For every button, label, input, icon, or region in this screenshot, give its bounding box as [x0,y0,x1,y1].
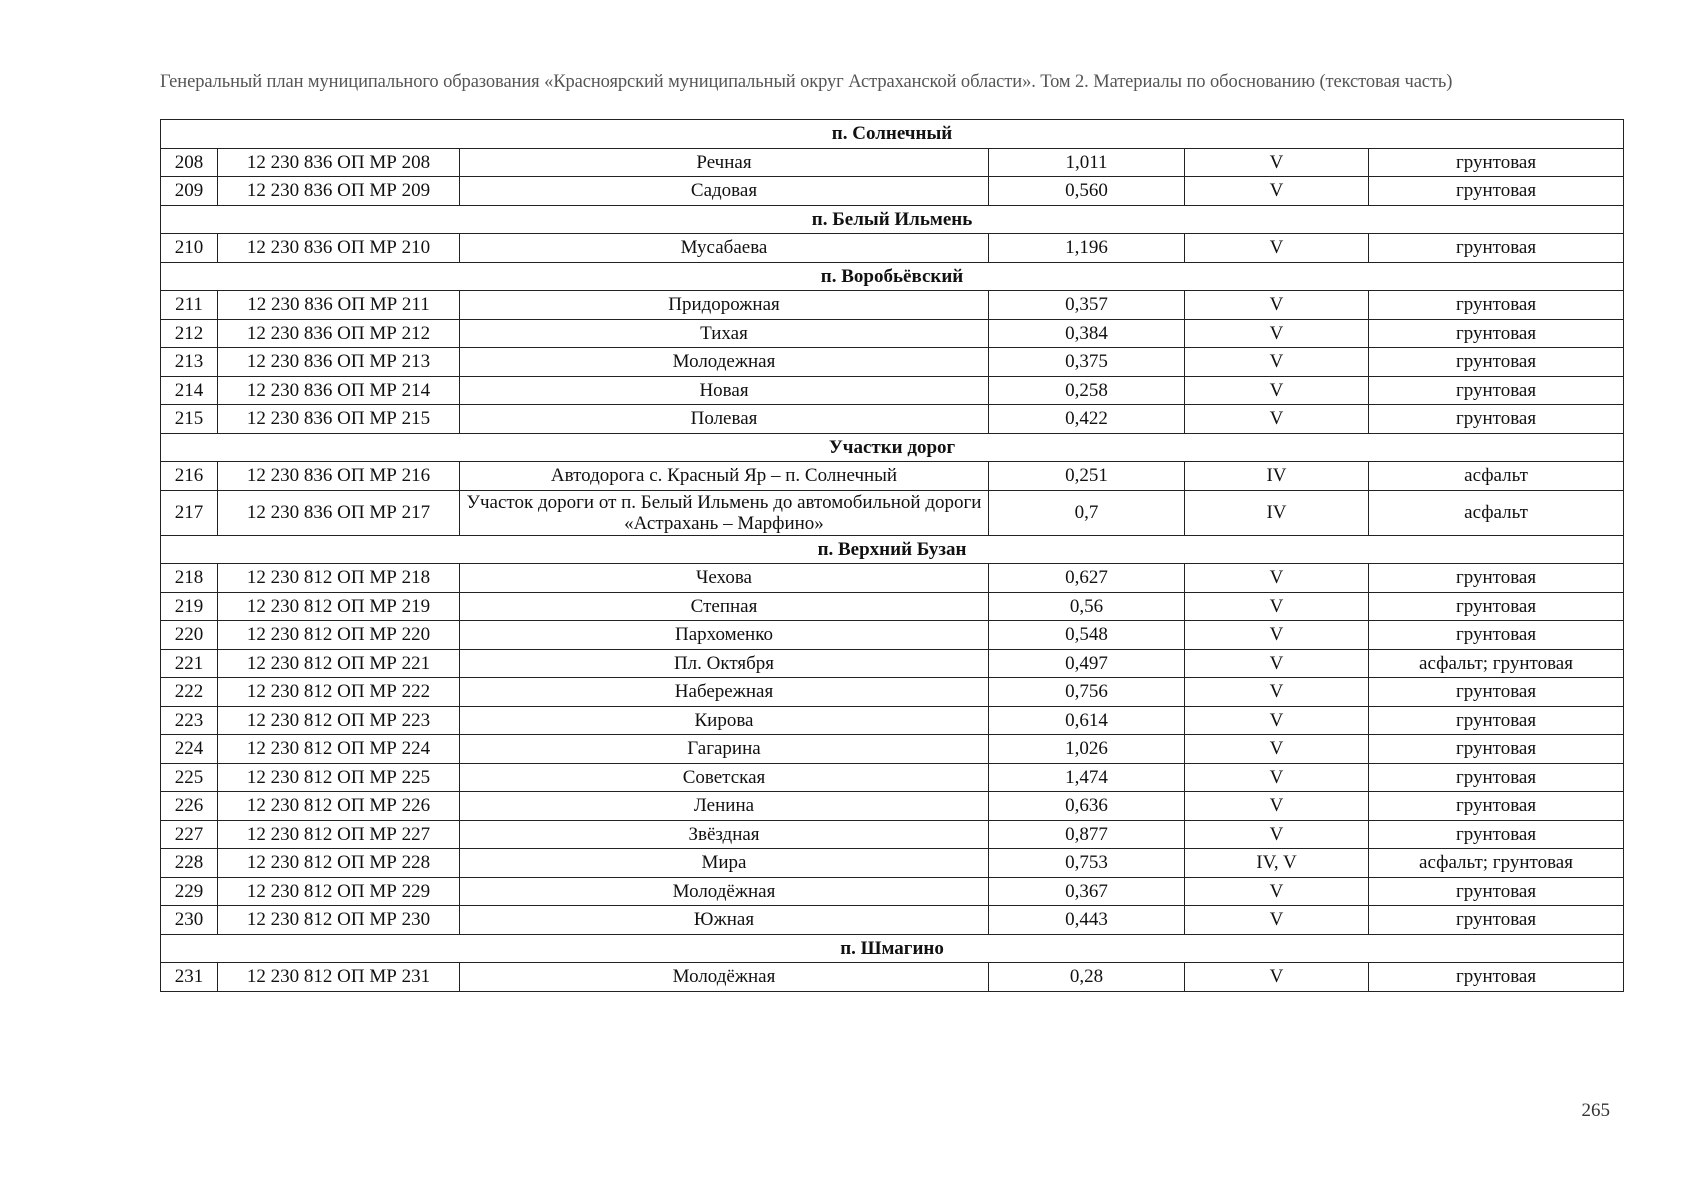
section-title: п. Воробьёвский [161,262,1624,291]
road-length-cell: 0,560 [989,177,1185,206]
road-name-cell: Участок дороги от п. Белый Ильмень до автомобильной дороги «Астрахань – Марфино» [460,490,989,535]
road-code-cell: 12 230 812 ОП МР 218 [218,564,460,593]
road-category-cell: V [1185,820,1369,849]
road-code-cell: 12 230 812 ОП МР 227 [218,820,460,849]
page-number: 265 [1581,1100,1610,1121]
road-coverage-cell: асфальт; грунтовая [1369,649,1624,678]
table-row [161,291,1624,320]
road-length-cell: 0,614 [989,706,1185,735]
row-number-cell: 225 [161,763,218,792]
row-number-cell: 226 [161,792,218,821]
road-category-cell: V [1185,291,1369,320]
road-code-cell: 12 230 812 ОП МР 229 [218,877,460,906]
road-name-cell: Мусабаева [460,234,989,263]
road-length-cell: 0,548 [989,621,1185,650]
road-coverage-cell: грунтовая [1369,906,1624,935]
road-name-cell: Мира [460,849,989,878]
table-row [161,649,1624,678]
roads-table-body [161,120,1624,992]
row-number-cell: 214 [161,376,218,405]
road-coverage-cell: грунтовая [1369,291,1624,320]
road-category-cell: V [1185,564,1369,593]
road-category-cell: V [1185,792,1369,821]
road-category-cell: V [1185,906,1369,935]
road-coverage-cell: грунтовая [1369,763,1624,792]
table-row [161,820,1624,849]
section-row [161,205,1624,234]
table-row [161,490,1624,535]
table-row [161,592,1624,621]
road-length-cell: 1,474 [989,763,1185,792]
road-name-cell: Ленина [460,792,989,821]
road-coverage-cell: грунтовая [1369,234,1624,263]
table-row [161,348,1624,377]
table-row [161,405,1624,434]
row-number-cell: 229 [161,877,218,906]
page-header: Генеральный план муниципального образования «Красноярский муниципальный округ Астраханской области». Том 2. Материалы по обоснованию (текстовая часть) [160,72,1453,92]
road-coverage-cell: грунтовая [1369,706,1624,735]
road-code-cell: 12 230 812 ОП МР 226 [218,792,460,821]
road-length-cell: 0,251 [989,462,1185,491]
section-title: Участки дорог [161,433,1624,462]
road-length-cell: 0,375 [989,348,1185,377]
road-code-cell: 12 230 836 ОП МР 212 [218,319,460,348]
row-number-cell: 213 [161,348,218,377]
table-row [161,877,1624,906]
road-code-cell: 12 230 836 ОП МР 217 [218,490,460,535]
row-number-cell: 227 [161,820,218,849]
road-length-cell: 0,627 [989,564,1185,593]
road-coverage-cell: асфальт; грунтовая [1369,849,1624,878]
road-category-cell: V [1185,763,1369,792]
row-number-cell: 231 [161,963,218,992]
road-coverage-cell: грунтовая [1369,735,1624,764]
road-coverage-cell: грунтовая [1369,877,1624,906]
row-number-cell: 220 [161,621,218,650]
section-row [161,120,1624,149]
road-category-cell: V [1185,405,1369,434]
road-length-cell: 0,497 [989,649,1185,678]
road-category-cell: V [1185,148,1369,177]
road-name-cell: Придорожная [460,291,989,320]
table-row [161,621,1624,650]
road-coverage-cell: грунтовая [1369,376,1624,405]
road-code-cell: 12 230 836 ОП МР 213 [218,348,460,377]
roads-table [160,119,1624,992]
row-number-cell: 212 [161,319,218,348]
table-row [161,564,1624,593]
row-number-cell: 222 [161,678,218,707]
row-number-cell: 221 [161,649,218,678]
road-code-cell: 12 230 836 ОП МР 208 [218,148,460,177]
road-length-cell: 0,357 [989,291,1185,320]
table-row [161,792,1624,821]
road-category-cell: V [1185,348,1369,377]
road-length-cell: 0,7 [989,490,1185,535]
road-coverage-cell: грунтовая [1369,348,1624,377]
road-name-cell: Южная [460,906,989,935]
road-name-cell: Молодёжная [460,877,989,906]
row-number-cell: 223 [161,706,218,735]
road-length-cell: 0,56 [989,592,1185,621]
road-category-cell: IV, V [1185,849,1369,878]
row-number-cell: 208 [161,148,218,177]
row-number-cell: 217 [161,490,218,535]
road-coverage-cell: асфальт [1369,490,1624,535]
section-row [161,262,1624,291]
road-length-cell: 0,443 [989,906,1185,935]
road-code-cell: 12 230 812 ОП МР 230 [218,906,460,935]
road-coverage-cell: грунтовая [1369,177,1624,206]
row-number-cell: 224 [161,735,218,764]
road-category-cell: V [1185,234,1369,263]
road-coverage-cell: грунтовая [1369,405,1624,434]
road-name-cell: Пл. Октября [460,649,989,678]
road-code-cell: 12 230 836 ОП МР 215 [218,405,460,434]
road-category-cell: V [1185,319,1369,348]
road-category-cell: V [1185,706,1369,735]
road-length-cell: 1,011 [989,148,1185,177]
table-row [161,963,1624,992]
road-coverage-cell: грунтовая [1369,621,1624,650]
road-length-cell: 0,877 [989,820,1185,849]
road-name-cell: Садовая [460,177,989,206]
row-number-cell: 210 [161,234,218,263]
road-category-cell: V [1185,678,1369,707]
road-length-cell: 0,384 [989,319,1185,348]
road-coverage-cell: грунтовая [1369,820,1624,849]
road-name-cell: Чехова [460,564,989,593]
road-category-cell: IV [1185,490,1369,535]
row-number-cell: 216 [161,462,218,491]
row-number-cell: 211 [161,291,218,320]
road-category-cell: V [1185,621,1369,650]
road-category-cell: V [1185,177,1369,206]
road-length-cell: 0,636 [989,792,1185,821]
road-coverage-cell: грунтовая [1369,148,1624,177]
section-row [161,934,1624,963]
table-row [161,678,1624,707]
table-row [161,234,1624,263]
road-category-cell: IV [1185,462,1369,491]
road-code-cell: 12 230 836 ОП МР 211 [218,291,460,320]
road-code-cell: 12 230 812 ОП МР 220 [218,621,460,650]
road-code-cell: 12 230 836 ОП МР 210 [218,234,460,263]
road-code-cell: 12 230 836 ОП МР 214 [218,376,460,405]
table-row [161,177,1624,206]
table-row [161,735,1624,764]
table-row [161,706,1624,735]
road-code-cell: 12 230 812 ОП МР 224 [218,735,460,764]
road-coverage-cell: грунтовая [1369,678,1624,707]
road-code-cell: 12 230 812 ОП МР 219 [218,592,460,621]
road-name-cell: Советская [460,763,989,792]
table-row [161,849,1624,878]
section-title: п. Шмагино [161,934,1624,963]
road-length-cell: 0,367 [989,877,1185,906]
road-length-cell: 0,756 [989,678,1185,707]
road-name-cell: Пархоменко [460,621,989,650]
road-name-cell: Молодёжная [460,963,989,992]
road-name-cell: Кирова [460,706,989,735]
road-name-cell: Молодежная [460,348,989,377]
road-code-cell: 12 230 812 ОП МР 221 [218,649,460,678]
road-category-cell: V [1185,376,1369,405]
road-code-cell: 12 230 836 ОП МР 216 [218,462,460,491]
road-coverage-cell: грунтовая [1369,963,1624,992]
road-code-cell: 12 230 812 ОП МР 228 [218,849,460,878]
road-code-cell: 12 230 836 ОП МР 209 [218,177,460,206]
road-length-cell: 0,753 [989,849,1185,878]
road-length-cell: 1,196 [989,234,1185,263]
row-number-cell: 219 [161,592,218,621]
road-coverage-cell: грунтовая [1369,319,1624,348]
road-length-cell: 0,28 [989,963,1185,992]
table-row [161,763,1624,792]
road-coverage-cell: грунтовая [1369,564,1624,593]
road-name-cell: Полевая [460,405,989,434]
road-code-cell: 12 230 812 ОП МР 231 [218,963,460,992]
table-row [161,319,1624,348]
row-number-cell: 209 [161,177,218,206]
section-title: п. Солнечный [161,120,1624,149]
road-code-cell: 12 230 812 ОП МР 222 [218,678,460,707]
row-number-cell: 215 [161,405,218,434]
row-number-cell: 228 [161,849,218,878]
section-row [161,433,1624,462]
road-category-cell: V [1185,649,1369,678]
road-code-cell: 12 230 812 ОП МР 225 [218,763,460,792]
road-length-cell: 0,422 [989,405,1185,434]
table-row [161,906,1624,935]
road-name-cell: Звёздная [460,820,989,849]
road-name-cell: Набережная [460,678,989,707]
road-coverage-cell: асфальт [1369,462,1624,491]
table-row [161,376,1624,405]
road-name-cell: Автодорога с. Красный Яр – п. Солнечный [460,462,989,491]
table-row [161,148,1624,177]
road-name-cell: Новая [460,376,989,405]
road-category-cell: V [1185,877,1369,906]
road-name-cell: Тихая [460,319,989,348]
road-name-cell: Речная [460,148,989,177]
road-code-cell: 12 230 812 ОП МР 223 [218,706,460,735]
section-title: п. Верхний Бузан [161,535,1624,564]
road-length-cell: 0,258 [989,376,1185,405]
section-title: п. Белый Ильмень [161,205,1624,234]
road-category-cell: V [1185,963,1369,992]
road-name-cell: Гагарина [460,735,989,764]
row-number-cell: 230 [161,906,218,935]
road-category-cell: V [1185,735,1369,764]
road-category-cell: V [1185,592,1369,621]
row-number-cell: 218 [161,564,218,593]
road-coverage-cell: грунтовая [1369,592,1624,621]
road-length-cell: 1,026 [989,735,1185,764]
road-name-cell: Степная [460,592,989,621]
table-row [161,462,1624,491]
section-row [161,535,1624,564]
road-coverage-cell: грунтовая [1369,792,1624,821]
